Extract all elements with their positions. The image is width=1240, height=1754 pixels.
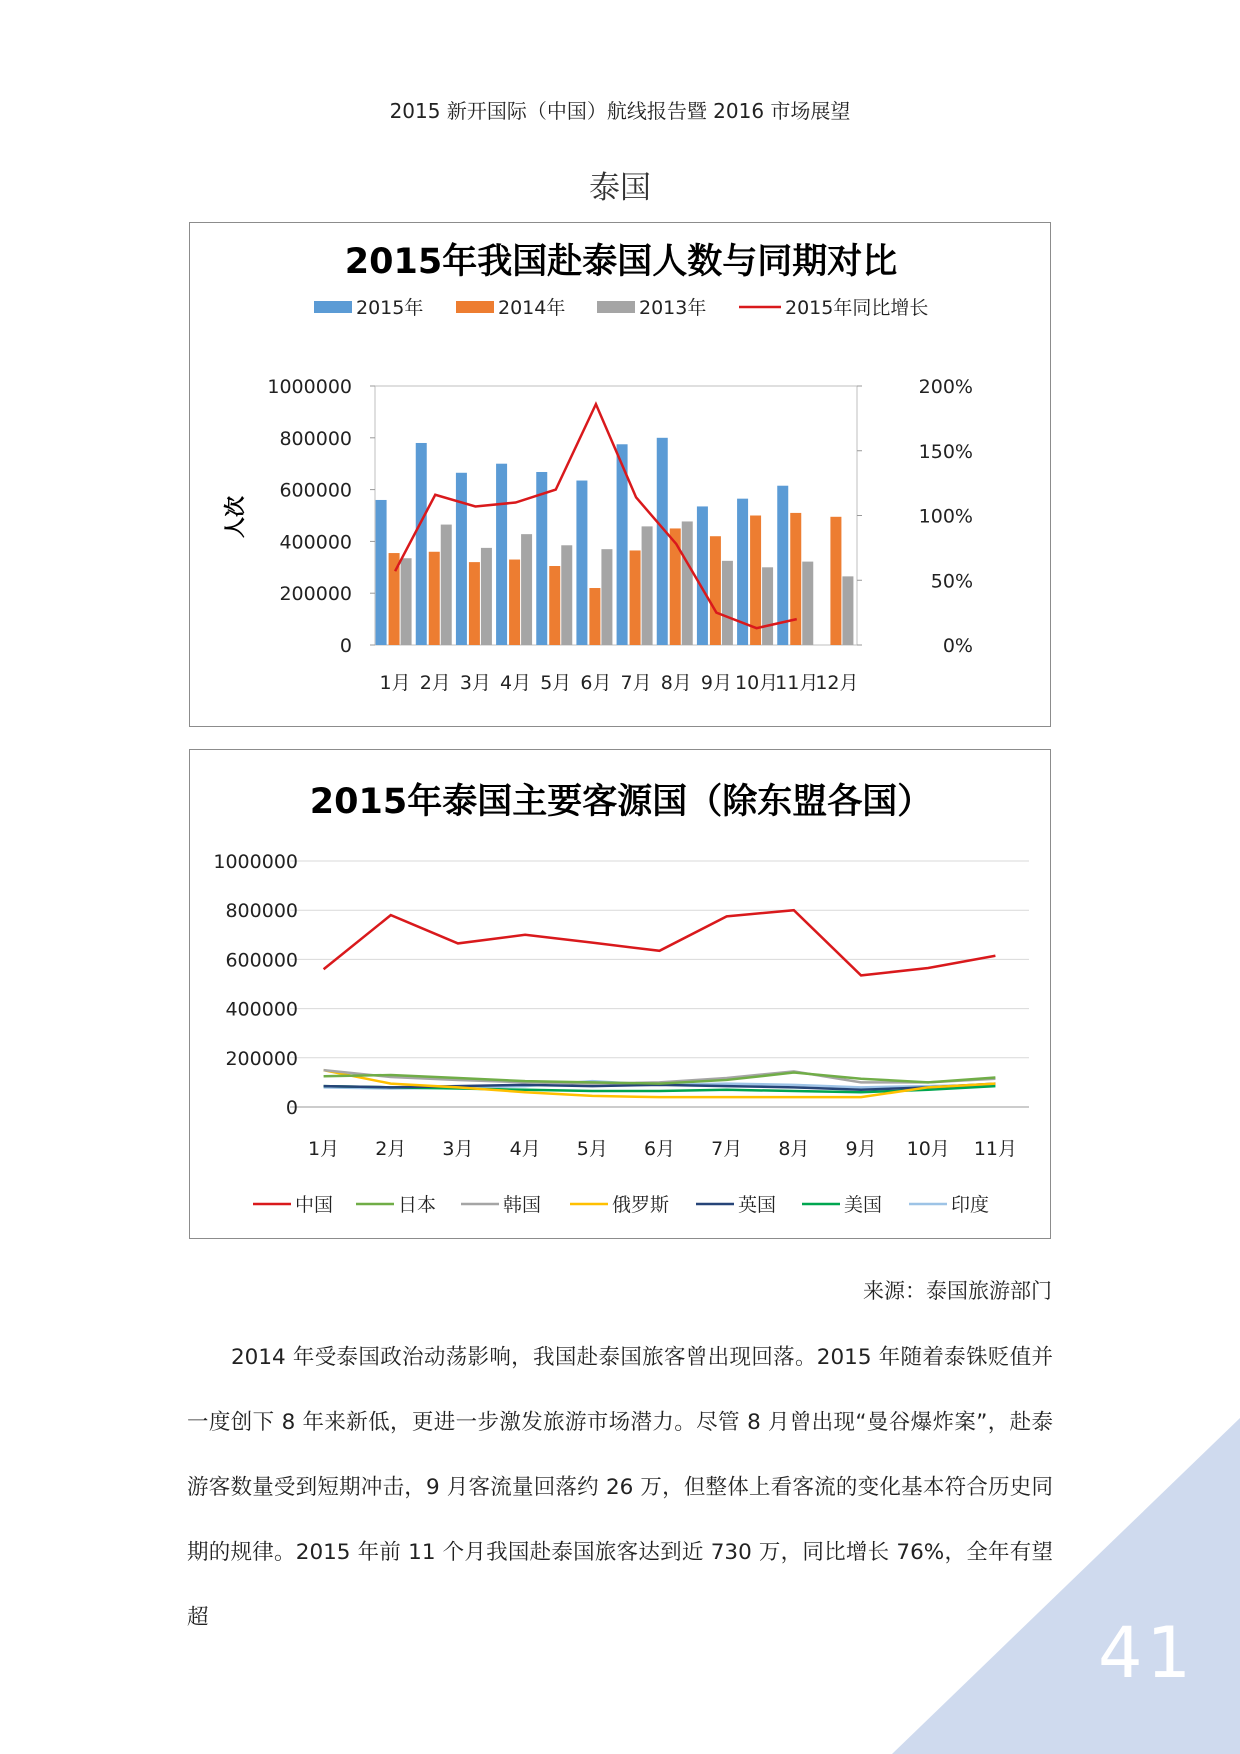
legend-label: 印度 — [951, 1194, 990, 1216]
legend-label: 俄罗斯 — [612, 1194, 670, 1216]
x-tick-label: 9月 — [845, 1138, 877, 1160]
bar — [642, 526, 653, 645]
chart-thailand-visitors — [189, 222, 1051, 727]
bar — [521, 534, 532, 645]
y2-tick-label: 200% — [918, 376, 973, 398]
bar — [762, 567, 773, 645]
bar — [509, 560, 520, 645]
bar — [722, 561, 733, 645]
y-tick-label: 0 — [339, 635, 352, 657]
x-tick-label: 8月 — [660, 672, 692, 694]
legend-label: 2013年 — [639, 297, 707, 319]
y2-tick-label: 150% — [918, 440, 973, 463]
page-header: 2015 新开国际（中国）航线报告暨 2016 市场展望 — [389, 99, 851, 123]
bar — [657, 438, 668, 645]
x-tick-label: 5月 — [540, 672, 572, 694]
legend-swatch — [314, 301, 352, 313]
bar — [601, 549, 612, 645]
y-tick-label: 400000 — [279, 531, 352, 554]
x-tick-label: 3月 — [459, 672, 491, 694]
bar-line-chart — [190, 223, 1052, 728]
legend-swatch — [456, 301, 494, 313]
legend-label: 中国 — [295, 1194, 334, 1216]
bar — [456, 473, 467, 645]
bar — [469, 562, 480, 645]
bar — [416, 443, 427, 645]
bar — [441, 525, 452, 645]
legend-label: 2015年同比增长 — [785, 297, 929, 319]
x-tick-label: 12月 — [815, 672, 859, 694]
bar — [682, 521, 693, 645]
y-axis-label: 人次 — [223, 496, 247, 538]
x-tick-label: 3月 — [442, 1138, 474, 1160]
y-tick-label: 600000 — [279, 479, 352, 502]
legend-label: 美国 — [844, 1194, 883, 1216]
legend-label: 韩国 — [503, 1194, 542, 1216]
bar — [401, 558, 412, 645]
legend-swatch — [597, 301, 635, 313]
legend-label: 英国 — [738, 1194, 777, 1216]
bar — [549, 566, 560, 645]
chart-title: 2015年我国赴泰国人数与同期对比 — [344, 242, 898, 282]
legend-label: 日本 — [398, 1194, 437, 1216]
y-tick-label: 200000 — [225, 1047, 298, 1070]
bar — [536, 472, 547, 645]
bar — [496, 464, 507, 645]
y-tick-label: 600000 — [225, 949, 298, 972]
bar — [630, 550, 641, 645]
bar — [376, 500, 387, 645]
bar — [589, 588, 600, 645]
x-tick-label: 11月 — [973, 1138, 1018, 1160]
x-tick-label: 10月 — [734, 672, 779, 694]
y2-tick-label: 50% — [930, 570, 973, 593]
bar — [481, 548, 492, 645]
chart-title: 2015年泰国主要客源国（除东盟各国） — [309, 782, 933, 822]
x-tick-label: 11月 — [775, 672, 819, 694]
legend-label: 2015年 — [356, 297, 424, 319]
bar — [697, 506, 708, 645]
x-tick-label: 7月 — [711, 1138, 743, 1160]
bar — [670, 528, 681, 645]
bar — [790, 513, 801, 645]
y2-tick-label: 100% — [918, 505, 973, 528]
y-tick-label: 800000 — [279, 427, 352, 450]
page-number: 41 — [1098, 1612, 1196, 1694]
y-tick-label: 400000 — [225, 998, 298, 1021]
x-tick-label: 1月 — [308, 1138, 340, 1160]
bar — [842, 576, 853, 645]
chart-source-countries — [189, 749, 1051, 1239]
x-tick-label: 6月 — [580, 672, 612, 694]
bar — [710, 536, 721, 645]
x-tick-label: 2月 — [419, 672, 451, 694]
x-tick-label: 10月 — [906, 1138, 950, 1160]
source-note: 来源：泰国旅游部门 — [863, 1279, 1052, 1303]
x-tick-label: 4月 — [500, 672, 532, 694]
line-chart — [190, 750, 1052, 1240]
bar — [429, 552, 440, 645]
x-tick-label: 7月 — [620, 672, 652, 694]
x-tick-label: 9月 — [700, 672, 732, 694]
x-tick-label: 4月 — [509, 1138, 541, 1160]
bar — [830, 517, 841, 645]
section-title: 泰国 — [589, 170, 651, 206]
body-paragraph: 2014 年受泰国政治动荡影响，我国赴泰国旅客曾出现回落。2015 年随着泰铢贬值并一度创下 8 年来新低，更进一步激发旅游市场潜力。尽管 8 月曾出现“曼谷爆炸案”，赴泰游客数量受到短期冲击，9 月客流量回落约 26 万，但整体上看客流的变化基本符合历史同期的规律。2015 年前 11 个月我国赴泰国旅客达到近 730 万，同比增长 76%，全年有望超 — [187, 1345, 1053, 1630]
series-line — [324, 910, 996, 975]
y2-tick-label: 0% — [942, 635, 973, 657]
x-tick-label: 8月 — [778, 1138, 810, 1160]
y-tick-label: 800000 — [225, 900, 298, 923]
bar — [576, 481, 587, 645]
x-tick-label: 5月 — [576, 1138, 608, 1160]
legend-label: 2014年 — [498, 297, 566, 319]
bar — [561, 545, 572, 645]
x-tick-label: 2月 — [375, 1138, 407, 1160]
y-tick-label: 1000000 — [267, 376, 352, 398]
y-tick-label: 0 — [285, 1097, 298, 1119]
x-tick-label: 6月 — [643, 1138, 676, 1160]
y-tick-label: 1000000 — [213, 851, 298, 873]
y-tick-label: 200000 — [279, 583, 352, 606]
x-tick-label: 1月 — [379, 672, 411, 694]
bar — [802, 562, 813, 645]
